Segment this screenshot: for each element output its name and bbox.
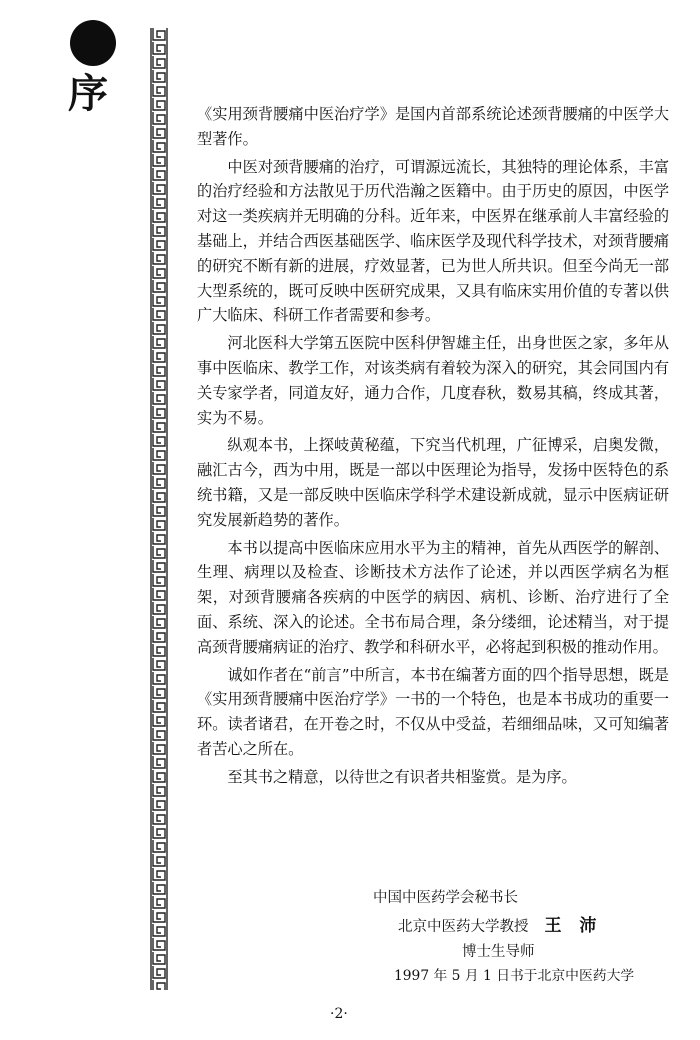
page-number: ·2·	[330, 1006, 348, 1022]
preface-body	[197, 102, 669, 793]
paragraph-7: 至其书之精意，以待世之有识者共相鉴赏。是为序。	[227, 767, 577, 786]
paragraph-2: 中医对颈背腰痛的治疗，可谓源远流长，其独特的理论体系，丰富的治疗经验和方法散见于历代浩瀚之医籍中。由于历史的原因，中医学对这一类疾病并无明确的分科。近年来，中医界在继承前人丰富经验的基础上，并结合西医基础医学、临床医学及现代科学技术，对颈背腰痛的研究不断有新的进展，疗效显著，已为世人所共识。但至今尚无一部大型系统的，既可反映中医研究成果，又具有临床实用价值的专著以供广大临床、科研工作者需要和参考。	[197, 157, 669, 325]
paragraph-5: 本书以提高中医临床应用水平为主的精神，首先从西医学的解剖、生理、病理以及检查、诊断技术方法作了论述，并以西医学病名为框架，对颈背腰痛各疾病的中医学的病因、病机、诊断、治疗进行了全面、系统、深入的论述。全书布局合理，条分缕细，论述精当，对于提高颈背腰痛病证的治疗、教学和科研水平，必将起到积极的推动作用。	[197, 538, 669, 656]
signature-role-line: 博士生导师	[462, 944, 535, 960]
black-dot-ornament	[70, 20, 116, 66]
paragraph-3: 河北医科大学第五医院中医科伊智雄主任，出身世医之家，多年从事中医临床、教学工作，对该类病有着较为深入的研究，其会同国内有关专家学者，同道友好，通力合作，几度春秋，数易其稿，终成其著，实为不易。	[197, 334, 669, 427]
preface-heading: 序	[68, 70, 108, 117]
meander-border-ornament	[150, 28, 168, 990]
signature-name: 王 沛	[544, 916, 603, 936]
signature-date-line: 1997 年 5 月 1 日书于北京中医药大学	[394, 968, 635, 984]
paragraph-6: 诚如作者在“前言”中所言，本书在编著方面的四个指导思想，既是《实用颈背腰痛中医治疗学》一书的一个特色，也是本书成功的重要一环。读者诸君，在开卷之时，不仅从中受益，若细细品味，又可知编著者苦心之所在。	[197, 665, 669, 758]
paragraph-1: 《实用颈背腰痛中医治疗学》是国内首部系统论述颈背腰痛的中医学大型著作。	[197, 105, 669, 148]
signature-affiliation-line	[398, 916, 602, 937]
signature-title-line: 中国中医药学会秘书长	[373, 890, 518, 906]
paragraph-4: 纵观本书，上探岐黄秘蕴，下究当代机理，广征博采，启奥发微，融汇古今，西为中用，既是一部以中医理论为指导，发扬中医特色的系统书籍，又是一部反映中医临床学科学术建设新成就，显示中医病证研究发展新趋势的著作。	[197, 436, 669, 529]
signature-affiliation: 北京中医药大学教授	[398, 919, 529, 935]
